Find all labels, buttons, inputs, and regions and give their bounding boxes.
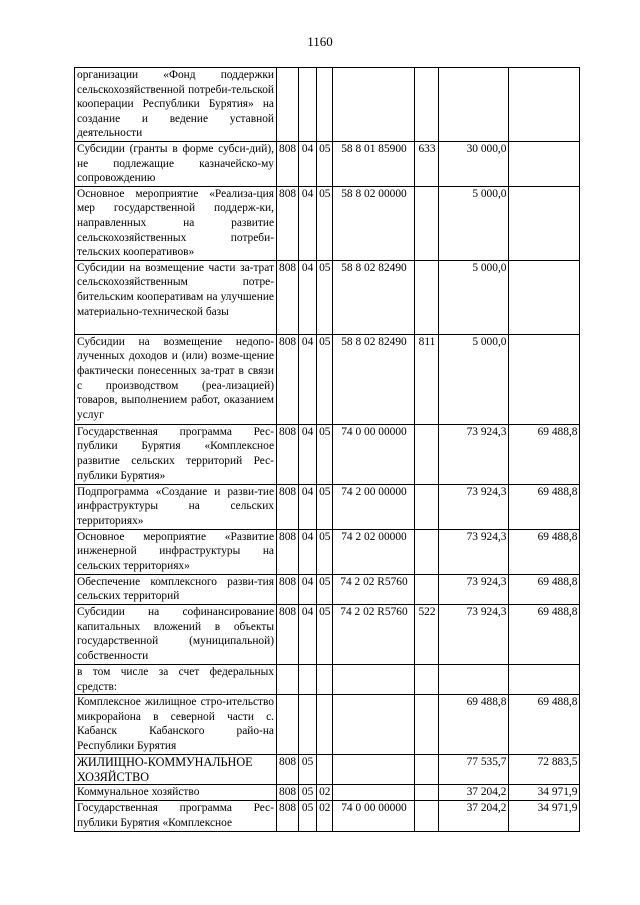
ministry-code: [277, 695, 299, 755]
expense-type-code: [415, 186, 439, 260]
amount-year-2: 69 488,8: [509, 529, 580, 574]
subsection-code: 05: [317, 186, 333, 260]
subsection-code: 05: [317, 334, 333, 424]
ministry-code: 808: [277, 755, 299, 785]
row-name: Государственная программа Рес-публики Бурятия «Комплексное: [75, 801, 277, 832]
expense-type-code: [415, 664, 439, 694]
expense-type-code: [415, 574, 439, 604]
amount-year-1: 77 535,7: [439, 755, 509, 785]
section-code: 04: [299, 604, 317, 664]
table-row: [75, 68, 580, 142]
expense-type-code: [415, 68, 439, 142]
subsection-code: [317, 68, 333, 142]
amount-year-2: [509, 68, 580, 142]
subsection-code: 05: [317, 142, 333, 187]
target-article-code: 74 2 02 R5760: [333, 604, 415, 664]
section-code: 04: [299, 529, 317, 574]
section-code: 05: [299, 755, 317, 785]
amount-year-1: 73 924,3: [439, 574, 509, 604]
subsection-code: 05: [317, 484, 333, 529]
target-article-code: 58 8 01 85900: [333, 142, 415, 187]
amount-year-1: 73 924,3: [439, 484, 509, 529]
row-name: ЖИЛИЩНО-КОММУНАЛЬНОЕ ХОЗЯЙСТВО: [75, 755, 277, 785]
ministry-code: 808: [277, 424, 299, 484]
table-row: [75, 334, 580, 424]
amount-year-2: [509, 260, 580, 334]
section-code: 04: [299, 186, 317, 260]
section-code: 05: [299, 801, 317, 832]
expense-type-code: [415, 484, 439, 529]
table-row: [75, 484, 580, 529]
ministry-code: 808: [277, 801, 299, 832]
row-name: Комплексное жилищное стро-ительство микрорайона в северной части с. Кабанск Кабанского райо-на Республики Бурятия: [75, 695, 277, 755]
subsection-code: 02: [317, 785, 333, 801]
target-article-code: 58 8 02 82490: [333, 260, 415, 334]
section-code: 04: [299, 260, 317, 334]
ministry-code: [277, 68, 299, 142]
table-row: [75, 755, 580, 785]
table-row: [75, 785, 580, 801]
table-row: [75, 260, 580, 334]
table-row: [75, 529, 580, 574]
target-article-code: 74 2 02 R5760: [333, 574, 415, 604]
expense-type-code: [415, 424, 439, 484]
row-name: Подпрограмма «Создание и разви-тие инфраструктуры на сельских территориях»: [75, 484, 277, 529]
row-name: Субсидии на возмещение части за-трат сельскохозяйственным потре-бительским кооперативам на улучшение материально-технической базы: [75, 260, 277, 334]
row-name: Обеспечение комплексного разви-тия сельских территорий: [75, 574, 277, 604]
subsection-code: 02: [317, 801, 333, 832]
ministry-code: 808: [277, 260, 299, 334]
table-row: [75, 604, 580, 664]
subsection-code: [317, 695, 333, 755]
section-code: [299, 695, 317, 755]
section-code: 04: [299, 424, 317, 484]
table-row: [75, 574, 580, 604]
budget-table-body: [75, 68, 580, 832]
amount-year-1: 37 204,2: [439, 801, 509, 832]
amount-year-2: 72 883,5: [509, 755, 580, 785]
amount-year-1: [439, 664, 509, 694]
row-name: в том числе за счет федеральных средств:: [75, 664, 277, 694]
subsection-code: 05: [317, 574, 333, 604]
table-row: [75, 424, 580, 484]
section-code: 05: [299, 785, 317, 801]
ministry-code: 808: [277, 529, 299, 574]
subsection-code: 05: [317, 604, 333, 664]
expense-type-code: [415, 785, 439, 801]
ministry-code: 808: [277, 604, 299, 664]
target-article-code: 74 2 02 00000: [333, 529, 415, 574]
expense-type-code: 522: [415, 604, 439, 664]
amount-year-2: [509, 186, 580, 260]
row-name: организации «Фонд поддержки сельскохозяйственной потреби-тельской кооперации Республики Бурятия» на создание и ведение уставной деятельности: [75, 68, 277, 142]
amount-year-1: 5 000,0: [439, 260, 509, 334]
row-name: Основное мероприятие «Реализа-ция мер государственной поддерж-ки, направленных на развитие сельскохозяйственных потреби-тельских кооперативов»: [75, 186, 277, 260]
subsection-code: [317, 664, 333, 694]
ministry-code: 808: [277, 574, 299, 604]
amount-year-2: 69 488,8: [509, 424, 580, 484]
subsection-code: [317, 755, 333, 785]
table-row: [75, 695, 580, 755]
target-article-code: 74 2 00 00000: [333, 484, 415, 529]
amount-year-2: 34 971,9: [509, 785, 580, 801]
target-article-code: [333, 664, 415, 694]
table-row: [75, 142, 580, 187]
page-number: 1160: [307, 34, 333, 49]
section-code: [299, 68, 317, 142]
subsection-code: 05: [317, 424, 333, 484]
subsection-code: 05: [317, 260, 333, 334]
amount-year-2: 69 488,8: [509, 484, 580, 529]
section-code: 04: [299, 334, 317, 424]
expense-type-code: [415, 695, 439, 755]
amount-year-2: 34 971,9: [509, 801, 580, 832]
target-article-code: [333, 755, 415, 785]
target-article-code: [333, 785, 415, 801]
section-code: 04: [299, 484, 317, 529]
table-row: [75, 801, 580, 832]
expense-type-code: 811: [415, 334, 439, 424]
amount-year-2: 69 488,8: [509, 604, 580, 664]
amount-year-2: 69 488,8: [509, 695, 580, 755]
expense-type-code: [415, 755, 439, 785]
ministry-code: 808: [277, 785, 299, 801]
row-name: Коммунальное хозяйство: [75, 785, 277, 801]
section-code: 04: [299, 142, 317, 187]
target-article-code: 74 0 00 00000: [333, 801, 415, 832]
row-name: Основное мероприятие «Развитие инженерной инфраструктуры на сельских территориях»: [75, 529, 277, 574]
row-name: Государственная программа Рес-публики Бурятия «Комплексное развитие сельских территорий Рес-публики Бурятия»: [75, 424, 277, 484]
amount-year-1: 5 000,0: [439, 334, 509, 424]
target-article-code: 74 0 00 00000: [333, 424, 415, 484]
ministry-code: 808: [277, 186, 299, 260]
expense-type-code: [415, 801, 439, 832]
target-article-code: [333, 695, 415, 755]
target-article-code: 58 8 02 82490: [333, 334, 415, 424]
amount-year-2: [509, 334, 580, 424]
section-code: 04: [299, 574, 317, 604]
amount-year-1: 5 000,0: [439, 186, 509, 260]
amount-year-1: 69 488,8: [439, 695, 509, 755]
amount-year-1: [439, 68, 509, 142]
amount-year-2: 69 488,8: [509, 574, 580, 604]
amount-year-1: 73 924,3: [439, 529, 509, 574]
amount-year-2: [509, 142, 580, 187]
row-name: Субсидии на софинансирование капитальных вложений в объекты государственной (муниципальной) собственности: [75, 604, 277, 664]
expense-type-code: 633: [415, 142, 439, 187]
ministry-code: 808: [277, 142, 299, 187]
section-code: [299, 664, 317, 694]
table-row: [75, 664, 580, 694]
ministry-code: 808: [277, 334, 299, 424]
ministry-code: 808: [277, 484, 299, 529]
amount-year-1: 73 924,3: [439, 604, 509, 664]
target-article-code: [333, 68, 415, 142]
expense-type-code: [415, 260, 439, 334]
amount-year-1: 30 000,0: [439, 142, 509, 187]
amount-year-2: [509, 664, 580, 694]
row-name: Субсидии на возмещение недопо-лученных доходов и (или) возме-щение фактически понесенных за-трат в связи с производством (реа-лизацией) товаров, выполнением работ, оказанием услуг: [75, 334, 277, 424]
amount-year-1: 37 204,2: [439, 785, 509, 801]
budget-table: [74, 67, 580, 832]
subsection-code: 05: [317, 529, 333, 574]
row-name: Субсидии (гранты в форме субси-дий), не подлежащие казначейско-му сопровождению: [75, 142, 277, 187]
expense-type-code: [415, 529, 439, 574]
amount-year-1: 73 924,3: [439, 424, 509, 484]
target-article-code: 58 8 02 00000: [333, 186, 415, 260]
ministry-code: [277, 664, 299, 694]
table-row: [75, 186, 580, 260]
